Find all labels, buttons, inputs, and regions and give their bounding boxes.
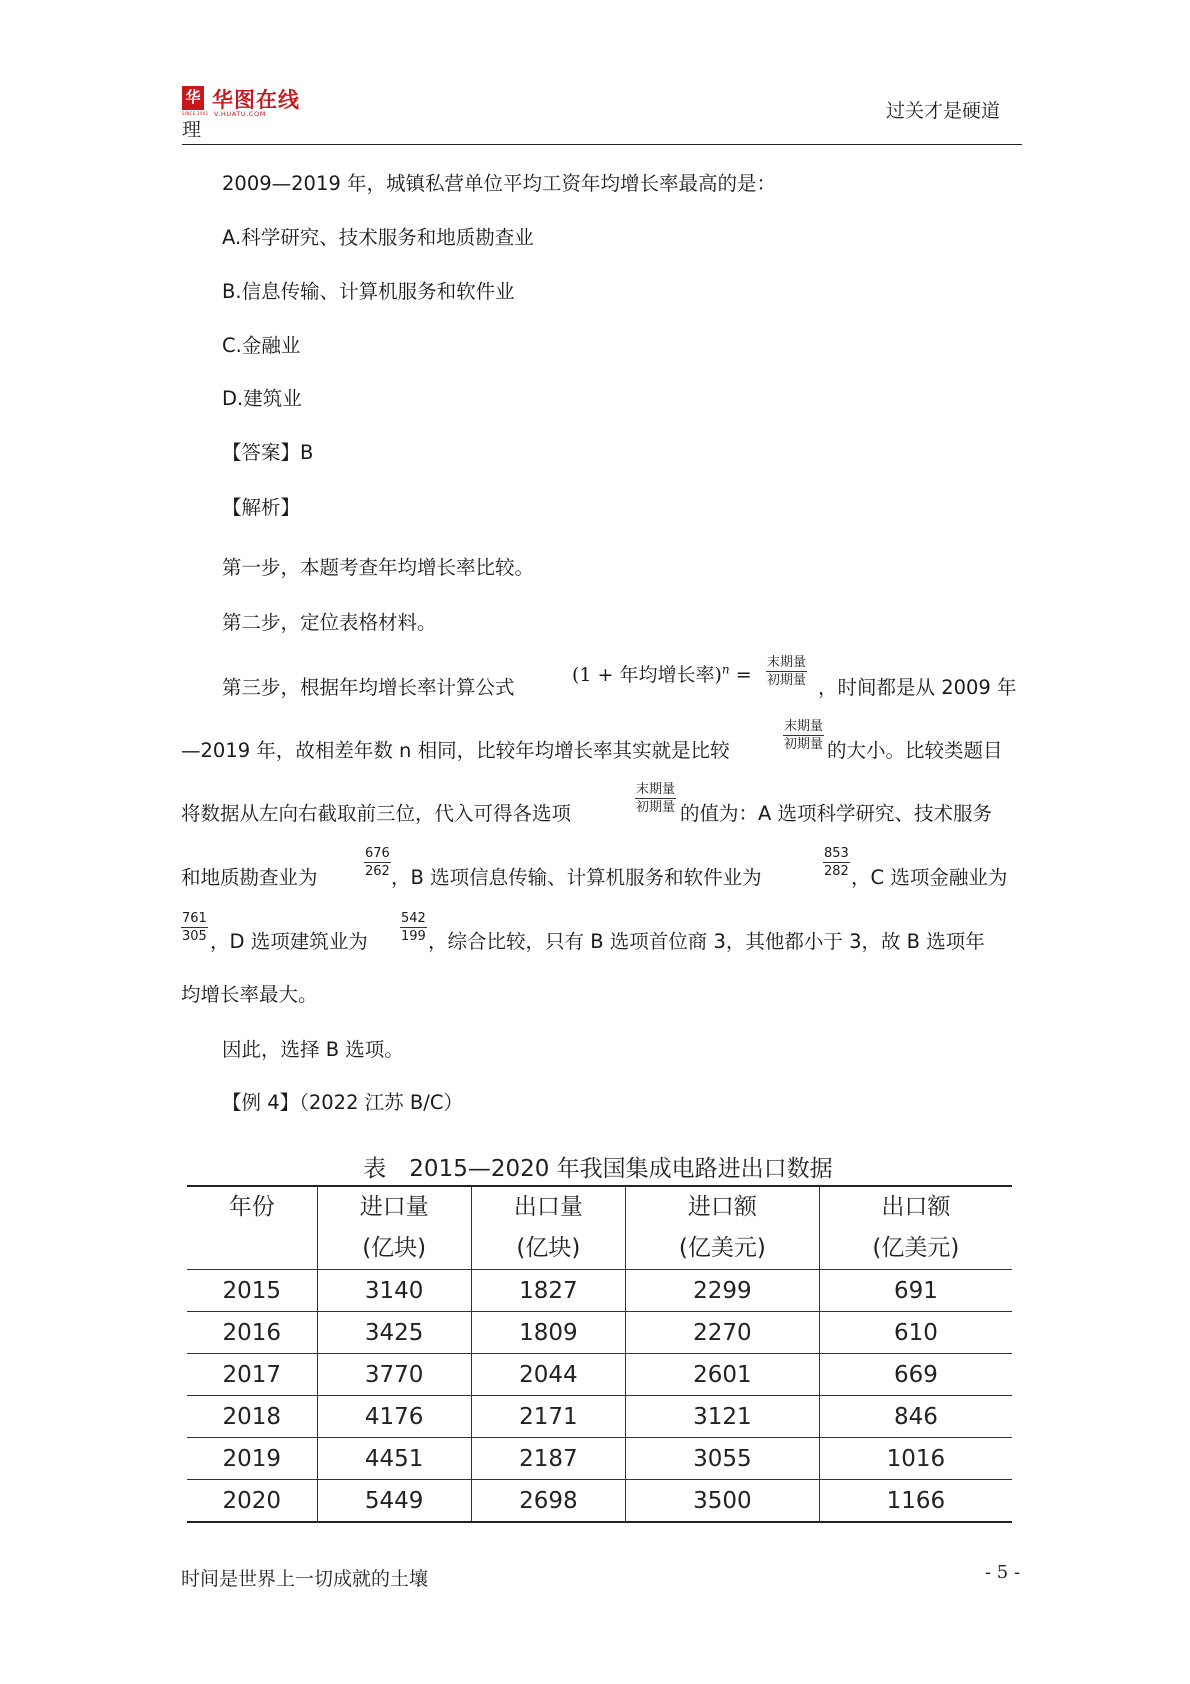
line-6-text: 均增长率最大。 <box>181 983 318 1006</box>
step-3-text: 第三步，根据年均增长率计算公式 <box>222 676 515 699</box>
table-row <box>187 1480 1012 1523</box>
page-number: - 5 - <box>985 1562 1021 1583</box>
table-cell: 1166 <box>819 1480 1012 1523</box>
page-header <box>182 84 1022 145</box>
table-cell: 2016 <box>187 1312 317 1354</box>
table-cell: 2015 <box>187 1270 317 1312</box>
inline-fraction-1 <box>783 718 824 753</box>
table-cell: 2299 <box>626 1270 820 1312</box>
answer: 【答案】B <box>222 441 314 464</box>
table-cell: 2698 <box>471 1480 625 1523</box>
fraction-option-c <box>181 910 208 945</box>
table-row <box>187 1396 1012 1438</box>
line-5-text-b: ，D 选项建筑业为 <box>210 930 368 953</box>
logo-since: SINCE 2001 <box>182 111 209 116</box>
table-cell: 4451 <box>317 1438 471 1480</box>
table-cell: 3500 <box>626 1480 820 1523</box>
fraction-numerator: 761 <box>182 911 207 926</box>
fraction-numerator: 末期量 <box>636 782 676 797</box>
line-3-text-b: 的值为：A 选项科学研究、技术服务 <box>680 802 993 825</box>
logo-url: V.HUATU.COM <box>214 110 266 118</box>
fraction-denominator: 305 <box>182 929 207 944</box>
table-row <box>187 1312 1012 1354</box>
option-a: A.科学研究、技术服务和地质勘查业 <box>222 226 534 249</box>
table-cell: 4176 <box>317 1396 471 1438</box>
fraction-numerator: 676 <box>365 846 390 861</box>
table-title: 表 2015—2020 年我国集成电路进出口数据 <box>363 1156 833 1182</box>
fraction-option-b <box>823 845 850 880</box>
fraction-denominator: 初期量 <box>784 737 824 752</box>
table-cell: 1827 <box>471 1270 625 1312</box>
header-export-value: 出口额 (亿美元) <box>819 1186 1012 1270</box>
table-cell: 1016 <box>819 1438 1012 1480</box>
line-2-text: —2019 年，故相差年数 n 相同，比较年均增长率其实就是比较 <box>181 739 730 762</box>
table-row <box>187 1354 1012 1396</box>
option-c: C.金融业 <box>222 334 301 357</box>
header-year: 年份 <box>187 1186 317 1270</box>
step-2: 第二步，定位表格材料。 <box>222 611 437 634</box>
fraction-denominator: 262 <box>365 864 390 879</box>
header-slogan: 过关才是硬道 <box>885 100 1000 122</box>
step-3-text-b: ，时间都是从 2009 年 <box>818 676 1017 699</box>
table-cell: 610 <box>819 1312 1012 1354</box>
table-cell: 2171 <box>471 1396 625 1438</box>
formula-fraction <box>766 654 807 689</box>
line-4-text-c: ，C 选项金融业为 <box>851 866 1008 889</box>
formula-left: (1 + 年均增长率) <box>572 664 722 686</box>
table-cell: 669 <box>819 1354 1012 1396</box>
formula-equals: = <box>735 664 752 686</box>
fraction-option-d <box>400 910 427 945</box>
table-cell: 2270 <box>626 1312 820 1354</box>
table-cell: 3140 <box>317 1270 471 1312</box>
fraction-numerator: 末期量 <box>767 655 807 670</box>
line-4-text: 和地质勘查业为 <box>181 866 318 889</box>
option-b: B.信息传输、计算机服务和软件业 <box>222 280 515 303</box>
header-export-volume: 出口量 (亿块) <box>471 1186 625 1270</box>
table-cell: 2187 <box>471 1438 625 1480</box>
table-cell: 2019 <box>187 1438 317 1480</box>
inline-fraction-2 <box>635 781 676 816</box>
table-cell: 2017 <box>187 1354 317 1396</box>
step-1: 第一步，本题考查年均增长率比较。 <box>222 556 535 579</box>
table-cell: 846 <box>819 1396 1012 1438</box>
formula-exponent: n <box>721 662 730 677</box>
logo-name: 华图在线 <box>212 88 300 112</box>
line-3-text: 将数据从左向右截取前三位，代入可得各选项 <box>181 802 572 825</box>
table-row <box>187 1438 1012 1480</box>
fraction-denominator: 199 <box>401 929 426 944</box>
table-row <box>187 1270 1012 1312</box>
huatu-logo <box>182 84 322 124</box>
table-cell: 1809 <box>471 1312 625 1354</box>
analysis-label: 【解析】 <box>222 496 301 519</box>
fraction-numerator: 末期量 <box>784 719 824 734</box>
conclusion: 因此，选择 B 选项。 <box>222 1038 404 1061</box>
table-cell: 3121 <box>626 1396 820 1438</box>
logo-mark-icon: 华 <box>182 86 204 110</box>
header-sub: 理 <box>182 119 202 141</box>
table-cell: 5449 <box>317 1480 471 1523</box>
fraction-option-a <box>364 845 391 880</box>
example-label: 【例 4】（2022 江苏 B/C） <box>222 1091 463 1114</box>
import-export-table <box>187 1185 1012 1523</box>
table-cell: 3055 <box>626 1438 820 1480</box>
fraction-denominator: 282 <box>824 864 849 879</box>
fraction-numerator: 853 <box>824 846 849 861</box>
fraction-denominator: 初期量 <box>767 673 807 688</box>
growth-formula <box>572 660 752 687</box>
fraction-numerator: 542 <box>401 911 426 926</box>
footer-motto: 时间是世界上一切成就的土壤 <box>181 1568 429 1590</box>
table-cell: 2020 <box>187 1480 317 1523</box>
fraction-denominator: 初期量 <box>636 800 676 815</box>
table-cell: 2601 <box>626 1354 820 1396</box>
table-cell: 3770 <box>317 1354 471 1396</box>
table-cell: 691 <box>819 1270 1012 1312</box>
line-4-text-b: ，B 选项信息传输、计算机服务和软件业为 <box>391 866 762 889</box>
option-d: D.建筑业 <box>222 387 302 410</box>
table-cell: 2018 <box>187 1396 317 1438</box>
question-stem: 2009—2019 年，城镇私营单位平均工资年均增长率最高的是： <box>222 172 776 195</box>
header-import-value: 进口额 (亿美元) <box>626 1186 820 1270</box>
table-header-row <box>187 1186 1012 1270</box>
line-2-text-b: 的大小。比较类题目 <box>827 739 1003 762</box>
table-cell: 3425 <box>317 1312 471 1354</box>
header-import-volume: 进口量 (亿块) <box>317 1186 471 1270</box>
table-cell: 2044 <box>471 1354 625 1396</box>
line-5-text-c: ，综合比较，只有 B 选项首位商 3，其他都小于 3，故 B 选项年 <box>428 930 985 953</box>
